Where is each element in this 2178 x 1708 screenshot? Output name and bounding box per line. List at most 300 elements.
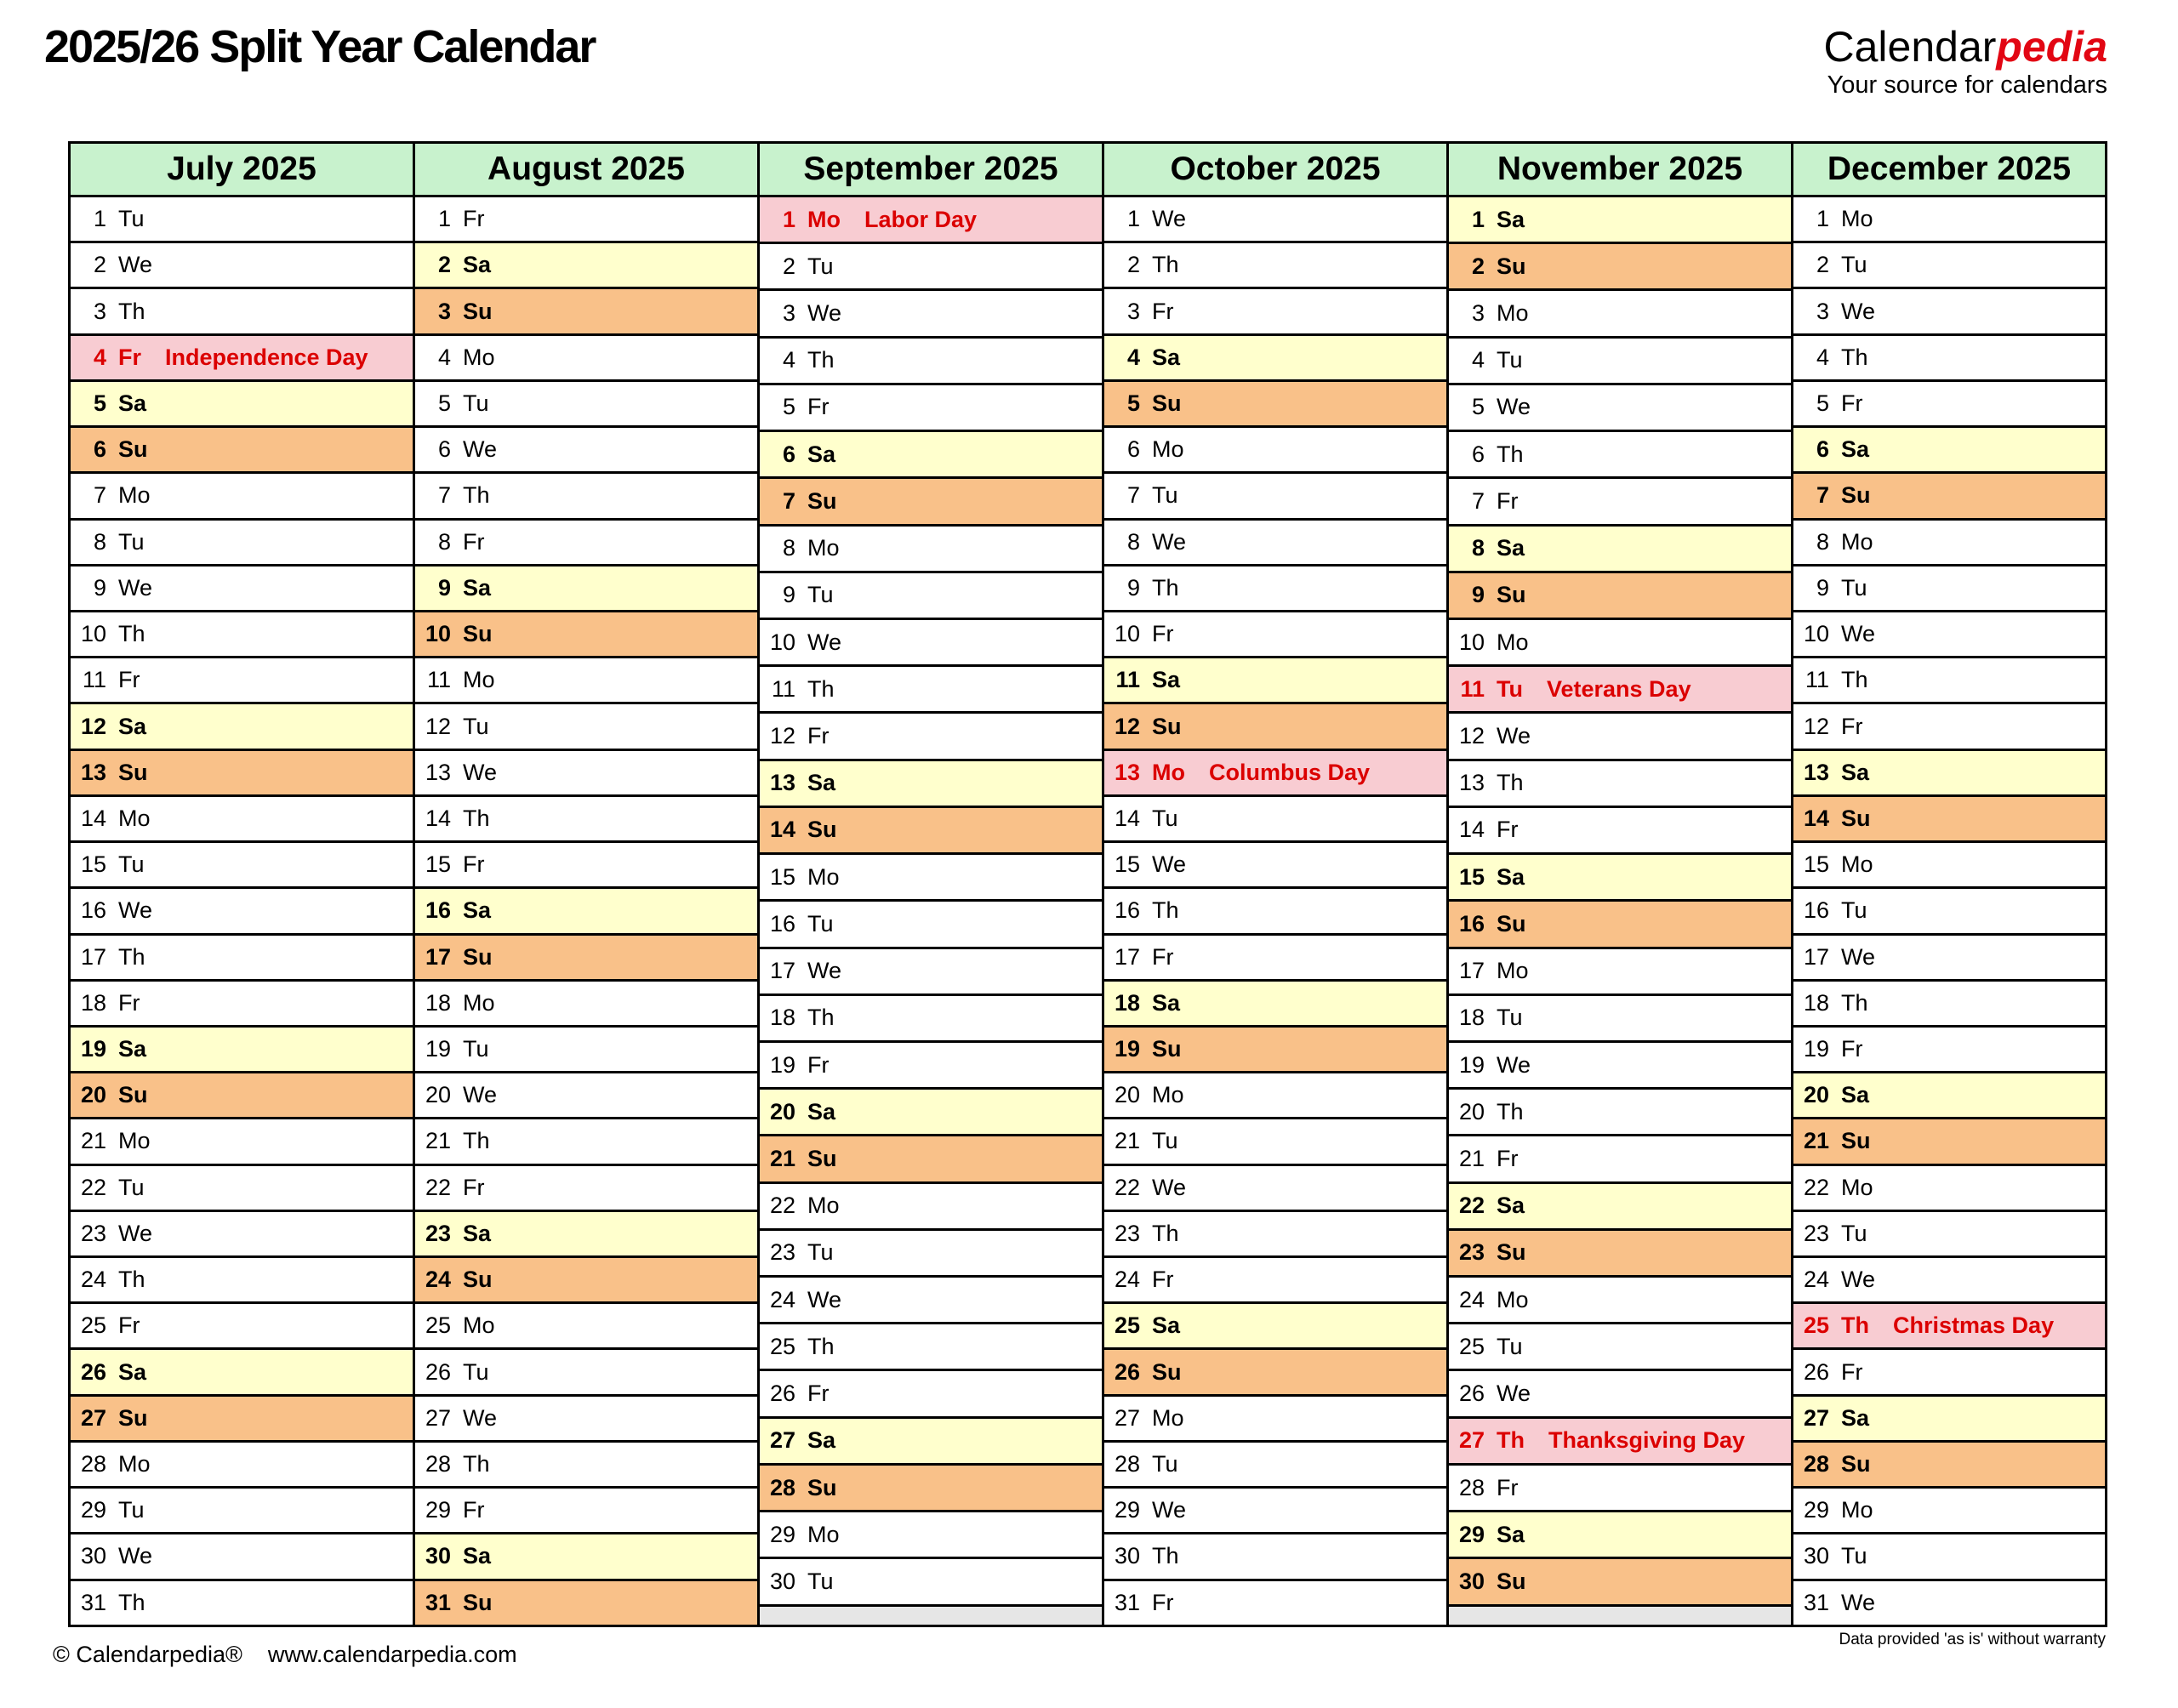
weekday-abbr: Tu [807, 1568, 834, 1594]
day-cell-september-7 [760, 479, 1102, 526]
day-number: 10 [769, 629, 795, 655]
day-number: 4 [93, 344, 106, 370]
day-number: 18 [1458, 1005, 1485, 1031]
day-cell-august-27 [415, 1397, 757, 1443]
day-number: 19 [769, 1051, 795, 1078]
weekday-abbr: Sa [1841, 436, 1870, 463]
weekday-abbr: We [463, 436, 498, 463]
month-header-august: August 2025 [415, 144, 757, 197]
weekday-abbr: Sa [1152, 344, 1181, 370]
day-cell-december-25 [1793, 1304, 2105, 1350]
weekday-abbr: Su [1841, 1451, 1871, 1477]
day-cell-december-26 [1793, 1350, 2105, 1396]
day-number: 21 [1803, 1128, 1829, 1154]
weekday-abbr: Mo [463, 1312, 495, 1339]
weekday-abbr: Su [1497, 1239, 1526, 1266]
day-cell-november-7 [1449, 479, 1791, 526]
day-cell-july-29 [71, 1489, 413, 1534]
day-number: 7 [93, 482, 106, 509]
weekday-abbr: We [118, 897, 153, 924]
weekday-abbr: We [118, 252, 153, 278]
day-number: 10 [1458, 629, 1485, 655]
weekday-abbr: Mo [807, 1521, 840, 1547]
day-number: 1 [93, 206, 106, 232]
weekday-abbr: Mo [807, 863, 840, 890]
day-number: 14 [425, 805, 451, 831]
day-number: 31 [1114, 1589, 1140, 1615]
day-number: 15 [425, 851, 451, 878]
weekday-abbr: Su [463, 943, 493, 970]
day-number: 23 [425, 1220, 451, 1246]
day-cell-december-5 [1793, 382, 2105, 428]
weekday-abbr: Tu [463, 1358, 489, 1385]
weekday-abbr: We [1841, 621, 1876, 647]
weekday-abbr: Su [807, 1474, 837, 1500]
day-cell-november-15 [1449, 855, 1791, 902]
weekday-abbr: Su [1497, 253, 1526, 279]
day-cell-december-10 [1793, 612, 2105, 658]
day-number: 9 [1126, 574, 1140, 601]
weekday-abbr: Mo [1497, 958, 1529, 984]
day-number: 22 [80, 1174, 106, 1200]
day-number: 30 [1458, 1568, 1485, 1594]
day-number: 14 [80, 805, 106, 831]
day-number: 25 [80, 1312, 106, 1339]
weekday-abbr: Th [118, 943, 145, 970]
day-number: 12 [1114, 713, 1140, 739]
day-cell-october-27 [1104, 1397, 1446, 1443]
weekday-abbr: Tu [1152, 805, 1178, 831]
day-number: 21 [769, 1145, 795, 1171]
day-number: 14 [769, 817, 795, 843]
weekday-abbr: Th [1841, 344, 1868, 370]
weekday-abbr: Fr [463, 1174, 485, 1200]
day-cell-july-24 [71, 1258, 413, 1304]
weekday-abbr: Fr [118, 989, 140, 1016]
day-number: 27 [1458, 1427, 1485, 1454]
day-number: 16 [1114, 897, 1140, 924]
day-number: 6 [1816, 436, 1829, 463]
weekday-abbr: Mo [1841, 528, 1873, 555]
day-cell-july-2 [71, 243, 413, 289]
day-cell-september-3 [760, 291, 1102, 338]
day-number: 12 [769, 723, 795, 749]
day-cell-december-19 [1793, 1028, 2105, 1073]
weekday-abbr: Fr [1152, 298, 1174, 324]
day-number: 3 [1471, 300, 1485, 327]
day-cell-august-4 [415, 336, 757, 382]
day-cell-july-25 [71, 1304, 413, 1350]
day-cell-december-29 [1793, 1489, 2105, 1534]
day-cell-september-1 [760, 197, 1102, 244]
weekday-abbr: We [463, 1404, 498, 1431]
weekday-abbr: Th [118, 1589, 145, 1615]
weekday-abbr: We [1841, 1267, 1876, 1293]
day-cell-september-13 [760, 761, 1102, 808]
day-number: 24 [1458, 1286, 1485, 1312]
holiday-label: Labor Day [864, 206, 978, 232]
day-cell-december-22 [1793, 1166, 2105, 1212]
day-number: 11 [1460, 675, 1485, 702]
empty-cell-september [760, 1607, 1102, 1625]
weekday-abbr: Su [1841, 805, 1871, 831]
day-number: 25 [769, 1333, 795, 1359]
day-cell-october-12 [1104, 704, 1446, 750]
weekday-abbr: Sa [463, 897, 492, 924]
day-cell-november-22 [1449, 1184, 1791, 1231]
day-cell-july-15 [71, 843, 413, 889]
weekday-abbr: Mo [807, 535, 840, 561]
day-cell-september-9 [760, 573, 1102, 620]
day-number: 21 [1114, 1128, 1140, 1154]
weekday-abbr: Sa [807, 1427, 836, 1454]
day-number: 26 [425, 1358, 451, 1385]
day-number: 28 [1114, 1451, 1140, 1477]
day-number: 29 [1114, 1497, 1140, 1523]
weekday-abbr: Tu [1497, 347, 1523, 373]
day-number: 3 [437, 298, 451, 324]
day-number: 11 [1805, 667, 1829, 693]
day-number: 10 [425, 621, 451, 647]
day-number: 3 [93, 298, 106, 324]
weekday-abbr: Mo [118, 1128, 151, 1154]
day-number: 28 [425, 1451, 451, 1477]
day-cell-november-10 [1449, 620, 1791, 667]
day-number: 23 [769, 1239, 795, 1266]
weekday-abbr: Sa [1497, 535, 1525, 561]
weekday-abbr: We [118, 1543, 153, 1569]
day-number: 13 [1803, 759, 1829, 785]
day-cell-september-4 [760, 339, 1102, 385]
day-number: 6 [782, 441, 795, 467]
day-number: 2 [1816, 252, 1829, 278]
day-cell-july-19 [71, 1028, 413, 1073]
weekday-abbr: Fr [1841, 713, 1863, 739]
day-cell-october-19 [1104, 1028, 1446, 1073]
day-cell-october-26 [1104, 1350, 1446, 1396]
weekday-abbr: Th [1841, 1312, 1869, 1339]
day-cell-july-5 [71, 382, 413, 428]
day-number: 9 [437, 574, 451, 601]
day-cell-october-21 [1104, 1119, 1446, 1165]
day-number: 24 [1803, 1267, 1829, 1293]
weekday-abbr: Mo [1497, 300, 1529, 327]
day-cell-july-28 [71, 1443, 413, 1489]
day-number: 20 [1803, 1082, 1829, 1108]
weekday-abbr: Mo [1841, 851, 1873, 878]
day-cell-november-1 [1449, 197, 1791, 244]
logo-text-pedia: pedia [1996, 23, 2107, 71]
day-number: 16 [80, 897, 106, 924]
holiday-label: Independence Day [165, 344, 368, 370]
weekday-abbr: We [1497, 394, 1531, 420]
day-cell-october-3 [1104, 289, 1446, 335]
weekday-abbr: Fr [1152, 621, 1174, 647]
day-cell-august-20 [415, 1073, 757, 1119]
day-cell-august-15 [415, 843, 757, 889]
day-number: 8 [1816, 528, 1829, 555]
day-cell-july-11 [71, 658, 413, 704]
weekday-abbr: Mo [463, 989, 495, 1016]
weekday-abbr: Sa [1841, 1404, 1870, 1431]
weekday-abbr: Th [1152, 897, 1179, 924]
day-number: 5 [93, 390, 106, 416]
day-cell-september-12 [760, 714, 1102, 760]
day-number: 7 [782, 487, 795, 514]
day-cell-august-16 [415, 889, 757, 935]
weekday-abbr: We [118, 574, 153, 601]
day-cell-november-30 [1449, 1559, 1791, 1606]
day-number: 10 [80, 621, 106, 647]
day-cell-december-20 [1793, 1073, 2105, 1119]
day-number: 26 [1803, 1358, 1829, 1385]
day-number: 23 [80, 1220, 106, 1246]
weekday-abbr: Su [1497, 1568, 1526, 1594]
weekday-abbr: Tu [118, 1174, 145, 1200]
day-number: 21 [80, 1128, 106, 1154]
day-number: 17 [425, 943, 451, 970]
day-cell-december-8 [1793, 521, 2105, 566]
day-number: 28 [1803, 1451, 1829, 1477]
month-column-november [1449, 144, 1793, 1625]
day-cell-november-6 [1449, 432, 1791, 479]
day-number: 6 [1471, 441, 1485, 467]
day-number: 24 [1114, 1267, 1140, 1293]
day-number: 17 [1458, 958, 1485, 984]
day-cell-august-17 [415, 936, 757, 982]
day-cell-july-13 [71, 751, 413, 797]
day-cell-december-17 [1793, 936, 2105, 982]
weekday-abbr: Th [807, 675, 835, 702]
day-number: 6 [1126, 436, 1140, 463]
weekday-abbr: Su [463, 298, 493, 324]
weekday-abbr: Mo [807, 206, 841, 232]
day-number: 11 [426, 667, 451, 693]
day-cell-july-12 [71, 704, 413, 750]
weekday-abbr: Fr [118, 1312, 140, 1339]
day-cell-august-10 [415, 612, 757, 658]
day-cell-october-6 [1104, 428, 1446, 474]
day-cell-august-22 [415, 1166, 757, 1212]
day-number: 31 [425, 1589, 451, 1615]
day-cell-september-25 [760, 1324, 1102, 1371]
day-number: 14 [1458, 817, 1485, 843]
day-cell-october-30 [1104, 1534, 1446, 1580]
weekday-abbr: Tu [807, 582, 834, 608]
weekday-abbr: We [1152, 528, 1187, 555]
day-number: 20 [80, 1082, 106, 1108]
day-number: 20 [769, 1098, 795, 1124]
weekday-abbr: We [1152, 851, 1187, 878]
day-number: 6 [93, 436, 106, 463]
day-cell-september-30 [760, 1559, 1102, 1606]
day-cell-july-17 [71, 936, 413, 982]
weekday-abbr: Th [1152, 1543, 1179, 1569]
day-number: 30 [769, 1568, 795, 1594]
day-number: 29 [80, 1497, 106, 1523]
weekday-abbr: Fr [1152, 1589, 1174, 1615]
day-cell-november-12 [1449, 714, 1791, 760]
weekday-abbr: Tu [118, 1497, 145, 1523]
day-cell-december-11 [1793, 658, 2105, 704]
day-cell-august-31 [415, 1581, 757, 1625]
day-cell-november-13 [1449, 761, 1791, 808]
weekday-abbr: Tu [118, 528, 145, 555]
day-number: 12 [80, 713, 106, 739]
day-number: 13 [769, 770, 795, 796]
weekday-abbr: Su [118, 1082, 148, 1108]
day-cell-august-13 [415, 751, 757, 797]
day-cell-december-16 [1793, 889, 2105, 935]
day-cell-july-4 [71, 336, 413, 382]
weekday-abbr: Tu [1841, 1543, 1867, 1569]
day-number: 14 [1803, 805, 1829, 831]
calendar-grid [68, 141, 2107, 1627]
weekday-abbr: Fr [1152, 943, 1174, 970]
weekday-abbr: Sa [807, 441, 836, 467]
weekday-abbr: Tu [1841, 1220, 1867, 1246]
weekday-abbr: Su [1497, 582, 1526, 608]
day-number: 3 [1816, 298, 1829, 324]
weekday-abbr: We [1841, 943, 1876, 970]
weekday-abbr: Fr [463, 1497, 485, 1523]
day-number: 12 [1458, 723, 1485, 749]
day-number: 27 [80, 1404, 106, 1431]
day-cell-december-15 [1793, 843, 2105, 889]
day-cell-november-3 [1449, 291, 1791, 338]
day-cell-september-15 [760, 855, 1102, 902]
weekday-abbr: Su [1841, 482, 1871, 509]
day-number: 21 [425, 1128, 451, 1154]
day-number: 2 [437, 252, 451, 278]
weekday-abbr: We [1497, 1381, 1531, 1407]
weekday-abbr: Tu [1497, 675, 1523, 702]
day-cell-july-6 [71, 428, 413, 474]
day-cell-july-30 [71, 1534, 413, 1580]
day-number: 15 [1458, 863, 1485, 890]
weekday-abbr: Sa [463, 574, 492, 601]
weekday-abbr: Th [463, 805, 490, 831]
day-cell-september-29 [760, 1512, 1102, 1559]
weekday-abbr: Tu [463, 713, 489, 739]
day-cell-august-26 [415, 1350, 757, 1396]
day-cell-august-3 [415, 289, 757, 335]
month-header-july: July 2025 [71, 144, 413, 197]
day-number: 15 [80, 851, 106, 878]
website-link[interactable]: www.calendarpedia.com [267, 1642, 517, 1667]
weekday-abbr: Sa [118, 1358, 147, 1385]
day-cell-august-12 [415, 704, 757, 750]
day-number: 2 [782, 253, 795, 279]
day-number: 17 [1803, 943, 1829, 970]
day-cell-october-23 [1104, 1212, 1446, 1258]
day-number: 4 [782, 347, 795, 373]
day-cell-november-21 [1449, 1136, 1791, 1183]
day-cell-december-4 [1793, 336, 2105, 382]
day-number: 29 [425, 1497, 451, 1523]
day-number: 5 [782, 394, 795, 420]
day-cell-november-17 [1449, 949, 1791, 996]
day-number: 9 [1816, 574, 1829, 601]
day-number: 25 [425, 1312, 451, 1339]
day-number: 10 [1803, 621, 1829, 647]
weekday-abbr: Th [463, 1451, 490, 1477]
weekday-abbr: Fr [1497, 817, 1519, 843]
day-number: 25 [1458, 1333, 1485, 1359]
day-cell-december-9 [1793, 566, 2105, 612]
day-number: 17 [80, 943, 106, 970]
day-number: 5 [437, 390, 451, 416]
weekday-abbr: Th [1152, 574, 1179, 601]
day-cell-december-1 [1793, 197, 2105, 243]
day-cell-september-26 [760, 1371, 1102, 1418]
day-number: 15 [1803, 851, 1829, 878]
weekday-abbr: Tu [1152, 1451, 1178, 1477]
day-number: 18 [769, 1005, 795, 1031]
day-cell-november-26 [1449, 1371, 1791, 1418]
weekday-abbr: Su [807, 487, 837, 514]
day-number: 8 [437, 528, 451, 555]
day-number: 19 [1458, 1051, 1485, 1078]
day-number: 16 [1803, 897, 1829, 924]
day-number: 11 [1115, 667, 1140, 693]
day-number: 30 [1114, 1543, 1140, 1569]
day-cell-september-28 [760, 1466, 1102, 1512]
weekday-abbr: We [1841, 1589, 1876, 1615]
day-number: 19 [80, 1036, 106, 1062]
weekday-abbr: Mo [118, 1451, 151, 1477]
day-number: 17 [769, 958, 795, 984]
day-cell-september-2 [760, 244, 1102, 291]
weekday-abbr: Fr [118, 344, 141, 370]
day-cell-july-7 [71, 474, 413, 520]
weekday-abbr: Fr [463, 528, 485, 555]
day-cell-august-21 [415, 1119, 757, 1165]
day-cell-august-9 [415, 566, 757, 612]
weekday-abbr: Th [1841, 667, 1868, 693]
day-number: 22 [1114, 1174, 1140, 1200]
day-number: 24 [80, 1267, 106, 1293]
day-number: 8 [93, 528, 106, 555]
weekday-abbr: Tu [1152, 482, 1178, 509]
day-cell-october-8 [1104, 521, 1446, 566]
day-number: 22 [1458, 1193, 1485, 1219]
day-cell-september-16 [760, 902, 1102, 948]
day-cell-july-14 [71, 797, 413, 843]
weekday-abbr: Mo [1841, 1497, 1873, 1523]
day-cell-august-28 [415, 1443, 757, 1489]
day-number: 16 [1458, 910, 1485, 937]
weekday-abbr: We [807, 629, 842, 655]
weekday-abbr: Fr [463, 206, 485, 232]
day-number: 26 [80, 1358, 106, 1385]
day-cell-december-24 [1793, 1258, 2105, 1304]
day-cell-august-25 [415, 1304, 757, 1350]
day-cell-august-14 [415, 797, 757, 843]
weekday-abbr: Su [118, 759, 148, 785]
weekday-abbr: Sa [1841, 759, 1870, 785]
day-number: 8 [782, 535, 795, 561]
holiday-label: Veterans Day [1546, 675, 1691, 702]
day-number: 19 [1803, 1036, 1829, 1062]
weekday-abbr: Mo [1841, 1174, 1873, 1200]
weekday-abbr: Mo [118, 805, 151, 831]
day-number: 11 [771, 675, 795, 702]
day-cell-december-3 [1793, 289, 2105, 335]
weekday-abbr: Th [1497, 1427, 1525, 1454]
day-number: 25 [1114, 1312, 1140, 1339]
day-cell-october-31 [1104, 1581, 1446, 1625]
